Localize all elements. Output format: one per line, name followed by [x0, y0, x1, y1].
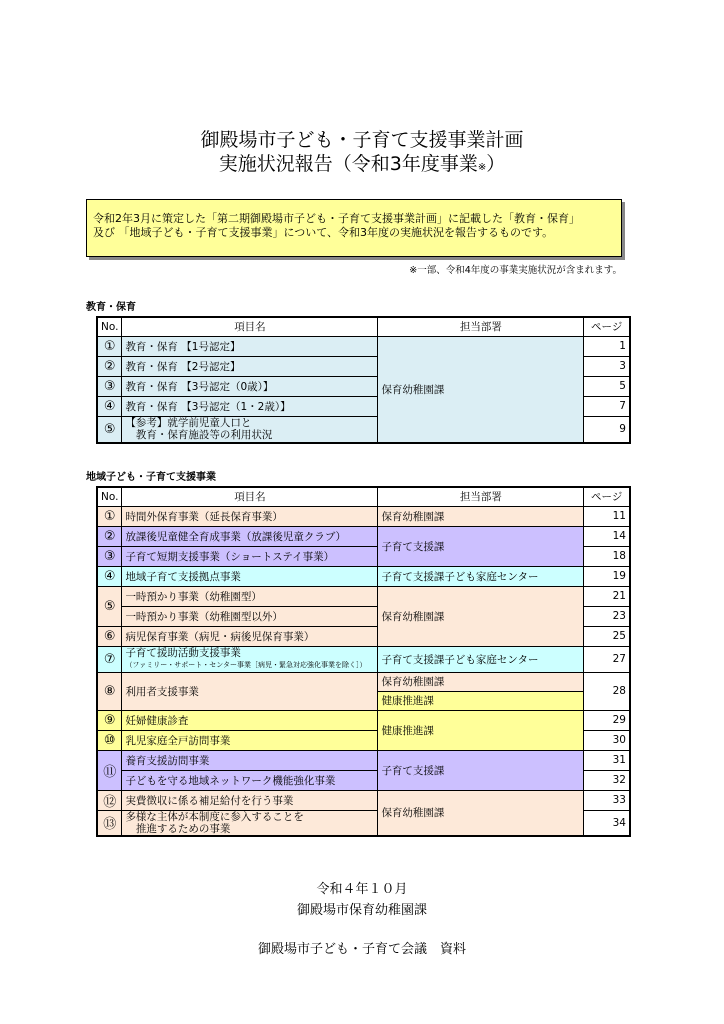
row-number: ⑤: [97, 586, 122, 626]
row-page: 19: [584, 566, 630, 586]
row-item: 実費徴収に係る補足給付を行う事業: [122, 790, 378, 810]
row-dept: 子育て支援課: [378, 750, 584, 790]
row-number: ⑨: [97, 710, 122, 730]
footnote: ※一部、令和4年度の事業実施状況が含まれます。: [409, 265, 622, 276]
row-page: 28: [584, 672, 630, 710]
row-dept: 保育幼稚園課: [378, 672, 584, 691]
row-page: 27: [584, 646, 630, 672]
row-number: ⑥: [97, 626, 122, 646]
subtitle-text: 実施状況報告（令和3年度事業: [218, 153, 478, 175]
row-item-line-2: 教育・保育施設等の利用状況: [125, 429, 273, 442]
row-page: 3: [584, 356, 630, 376]
footer-department: 御殿場市保育幼稚園課: [296, 903, 427, 918]
table-row: [97, 646, 630, 672]
row-page: 34: [584, 810, 630, 836]
row-page: 9: [584, 416, 630, 443]
table-row: [97, 586, 630, 606]
row-number: ②: [97, 526, 122, 546]
row-number: ⑩: [97, 730, 122, 750]
row-dept: 保育幼稚園課: [378, 336, 584, 443]
section-title-community: 地域子ども・子育て支援事業: [86, 472, 216, 483]
table-header-row: [97, 317, 630, 336]
row-number: ⑧: [97, 672, 122, 710]
row-number: ③: [97, 376, 122, 396]
footer-meeting: 御殿場市子ども・子育て会議 資料: [257, 942, 466, 957]
table-row: [97, 506, 630, 526]
row-item: [122, 416, 378, 443]
row-page: 1: [584, 336, 630, 356]
row-item: 地域子育て支援拠点事業: [122, 566, 378, 586]
table-row: [97, 750, 630, 770]
row-dept: 健康推進課: [378, 710, 584, 750]
header-dept: 担当部署: [378, 317, 584, 336]
page-subtitle: [0, 152, 724, 180]
row-item: 乳児家庭全戸訪問事業: [122, 730, 378, 750]
row-page: 25: [584, 626, 630, 646]
row-item-line-1: 多様な主体が本制度に参入することを: [125, 810, 304, 823]
row-page: 31: [584, 750, 630, 770]
row-item: 養育支援訪問事業: [122, 750, 378, 770]
table-row: [97, 566, 630, 586]
row-number: ①: [97, 506, 122, 526]
row-item: 放課後児童健全育成事業（放課後児童クラブ）: [122, 526, 378, 546]
header-page: ページ: [584, 487, 630, 506]
row-dept-secondary: 健康推進課: [378, 691, 584, 710]
row-item: 教育・保育 【3号認定（0歳）】: [122, 376, 378, 396]
row-number: ⑫: [97, 790, 122, 810]
row-number: ①: [97, 336, 122, 356]
table-row: [97, 790, 630, 810]
row-item-line-1: 【参考】就学前児童人口と: [125, 417, 252, 430]
row-dept: 保育幼稚園課: [378, 506, 584, 526]
section-title-education: 教育・保育: [86, 302, 136, 313]
row-number: ④: [97, 566, 122, 586]
row-dept: 保育幼稚園課: [378, 790, 584, 836]
row-number: ②: [97, 356, 122, 376]
row-dept: 子育て支援課: [378, 526, 584, 566]
row-item: 妊婦健康診査: [122, 710, 378, 730]
row-page: 30: [584, 730, 630, 750]
row-number: ⑦: [97, 646, 122, 672]
row-item: 教育・保育 【2号認定】: [122, 356, 378, 376]
row-item: 子育て短期支援事業（ショートステイ事業）: [122, 546, 378, 566]
row-item: [122, 646, 378, 672]
row-item: 利用者支援事業: [122, 672, 378, 710]
row-page: 21: [584, 586, 630, 606]
row-item: 病児保育事業（病児・病後児保育事業）: [122, 626, 378, 646]
row-item: 子どもを守る地域ネットワーク機能強化事業: [122, 770, 378, 790]
row-dept: 保育幼稚園課: [378, 586, 584, 646]
row-item: [122, 810, 378, 836]
row-number: ⑬: [97, 810, 122, 836]
footer-date: 令和４年１０月: [316, 882, 408, 897]
row-dept: 子育て支援課子ども家庭センター: [378, 566, 584, 586]
row-page: 5: [584, 376, 630, 396]
header-dept: 担当部署: [378, 487, 584, 506]
row-page: 29: [584, 710, 630, 730]
row-item: 教育・保育 【1号認定】: [122, 336, 378, 356]
table-row: [97, 526, 630, 546]
row-number: ⑤: [97, 416, 122, 443]
row-item-line-2: 推進するための事業: [125, 822, 231, 835]
row-page: 18: [584, 546, 630, 566]
header-page: ページ: [584, 317, 630, 336]
row-number: ④: [97, 396, 122, 416]
row-page: 14: [584, 526, 630, 546]
row-number: ⑪: [97, 750, 122, 790]
intro-line-2: 及び 「地域子ども・子育て支援事業」について、令和3年度の実施状況を報告するものです。: [93, 226, 554, 239]
table-header-row: [97, 487, 630, 506]
row-item: 時間外保育事業（延長保育事業）: [122, 506, 378, 526]
row-item-line-1: 子育て援助活動支援事業: [125, 647, 241, 659]
row-page: 23: [584, 606, 630, 626]
row-page: 11: [584, 506, 630, 526]
row-page: 33: [584, 790, 630, 810]
community-table: [96, 486, 631, 837]
subtitle-note-mark: ※: [477, 162, 487, 173]
header-item: 項目名: [122, 317, 378, 336]
page-title: 御殿場市子ども・子育て支援事業計画: [200, 129, 524, 151]
header-no: No.: [97, 317, 122, 336]
row-page: 7: [584, 396, 630, 416]
row-item: 教育・保育 【3号認定（1・2歳）】: [122, 396, 378, 416]
subtitle-close: ）: [486, 153, 506, 175]
row-number: ③: [97, 546, 122, 566]
row-item: 一時預かり事業（幼稚園型以外）: [122, 606, 378, 626]
education-table: [96, 316, 631, 444]
table-row: [97, 710, 630, 730]
intro-box: [86, 199, 622, 257]
intro-line-1: 令和2年3月に策定した「第二期御殿場市子ども・子育て支援事業計画」に記載した「教育・保育」: [93, 212, 580, 225]
row-item: 一時預かり事業（幼稚園型）: [122, 586, 378, 606]
row-dept: 子育て支援課子ども家庭センター: [378, 646, 584, 672]
header-no: No.: [97, 487, 122, 506]
header-item: 項目名: [122, 487, 378, 506]
row-page: 32: [584, 770, 630, 790]
row-item-line-2: （ファミリー・サポート・センター事業［病児・緊急対応強化事業を除く］）: [125, 661, 367, 669]
table-row: [97, 672, 630, 691]
table-row: [97, 336, 630, 356]
